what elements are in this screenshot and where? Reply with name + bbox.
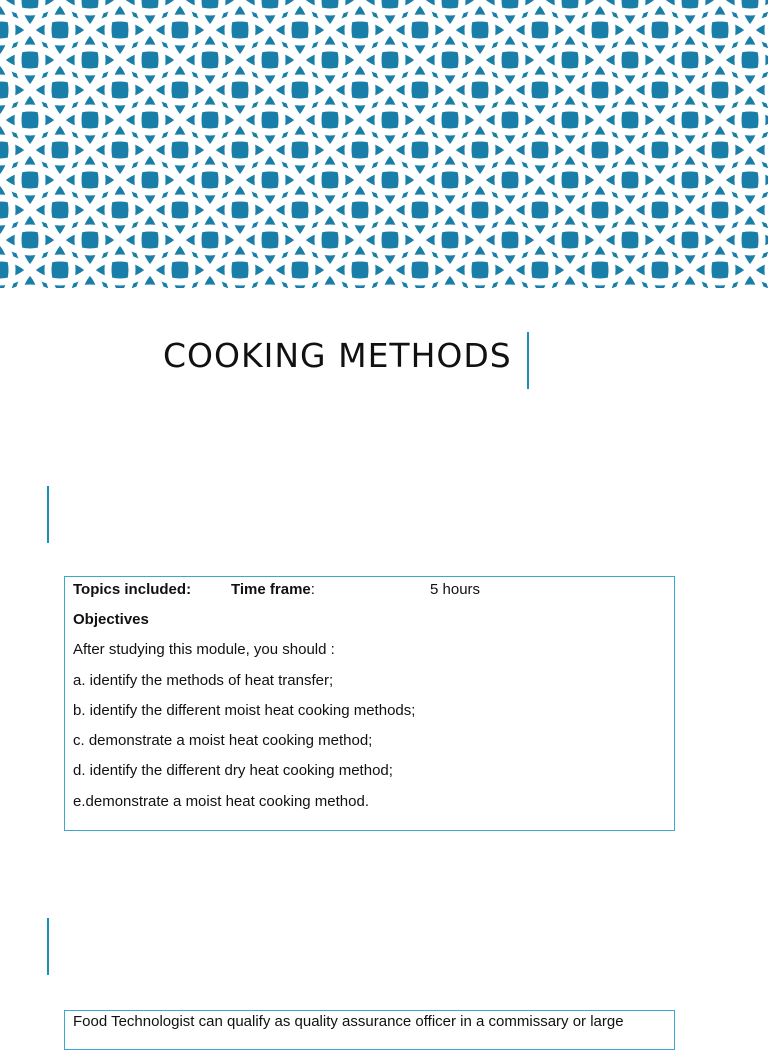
time-frame-colon: : <box>310 581 315 598</box>
objective-item: c. demonstrate a moist heat cooking method; <box>73 732 373 749</box>
objective-item: b. identify the different moist heat cooking methods; <box>73 702 416 719</box>
decorative-banner <box>0 0 768 288</box>
topics-label: Topics included: <box>73 581 192 598</box>
time-frame-label: Time frame <box>231 581 311 598</box>
circle-lattice-pattern <box>0 0 768 288</box>
objective-item: e.demonstrate a moist heat cooking method. <box>73 793 370 810</box>
next-section-text: Food Technologist can qualify as quality assurance officer in a commissary or large <box>73 1013 624 1030</box>
title-accent-bar <box>527 332 529 389</box>
objectives-box <box>64 576 675 831</box>
section-accent-bar <box>47 486 49 543</box>
time-frame-label-group <box>231 581 315 598</box>
time-frame-value: 5 hours <box>430 581 481 598</box>
page-title: COOKING METHODS <box>163 336 512 375</box>
objective-item: d. identify the different dry heat cooking method; <box>73 762 393 779</box>
objectives-intro: After studying this module, you should : <box>73 641 335 658</box>
section-accent-bar-2 <box>47 918 49 975</box>
objective-item: a. identify the methods of heat transfer; <box>73 672 334 689</box>
objectives-heading: Objectives <box>73 611 149 628</box>
next-section-box <box>64 1010 675 1050</box>
